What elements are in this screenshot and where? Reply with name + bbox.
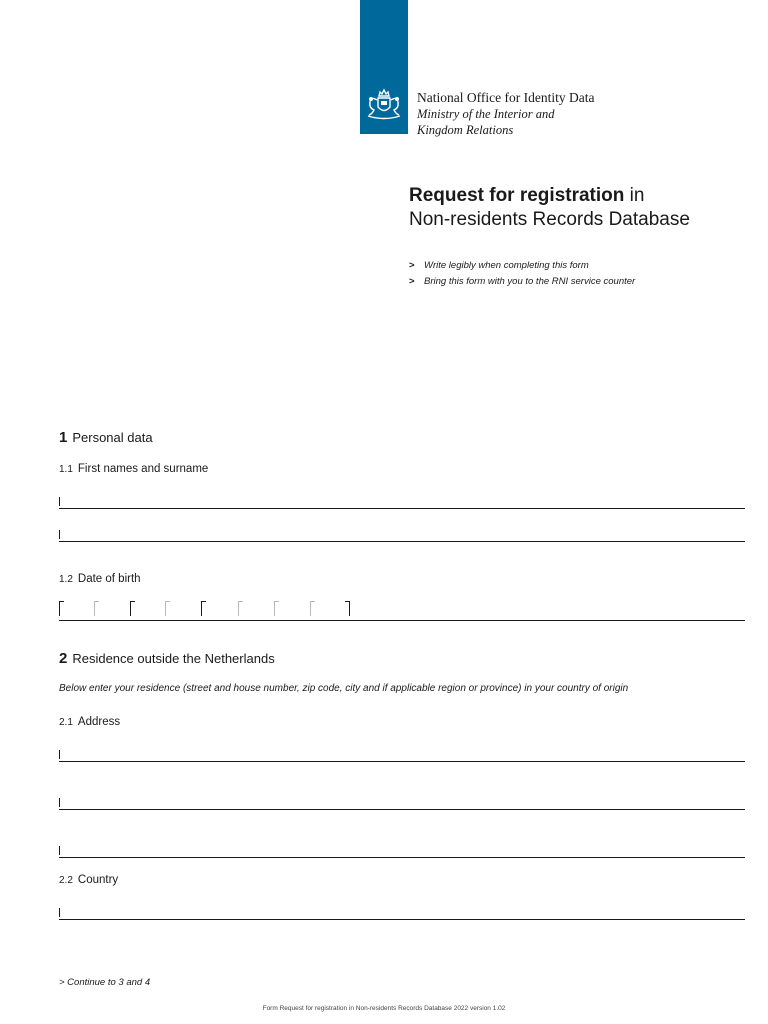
note-text: Bring this form with you to the RNI service counter xyxy=(424,276,636,287)
address-field-line-1[interactable] xyxy=(59,747,745,762)
name-field-line-1[interactable] xyxy=(59,494,745,509)
question-number: 2.1 xyxy=(59,717,73,728)
date-box-marker xyxy=(345,601,350,616)
address-field-line-2[interactable] xyxy=(59,795,745,810)
question-number: 1.2 xyxy=(59,574,73,585)
date-box-marker xyxy=(201,601,206,616)
question-1-1-label xyxy=(59,463,208,475)
date-box-marker xyxy=(94,601,99,616)
title-bold: Request for registration xyxy=(409,185,625,206)
note-text: Write legibly when completing this form xyxy=(424,260,589,271)
section-1-heading xyxy=(59,429,153,446)
date-box-marker xyxy=(130,601,135,616)
date-of-birth-field[interactable] xyxy=(59,598,745,621)
question-2-1-label xyxy=(59,716,120,728)
question-label: Date of birth xyxy=(77,573,141,585)
organization-block xyxy=(417,90,594,138)
organization-name: National Office for Identity Data xyxy=(417,90,595,105)
instruction-notes xyxy=(409,258,635,290)
address-field-line-3[interactable] xyxy=(59,843,745,858)
ministry-line-1: Ministry of the Interior and xyxy=(417,107,555,121)
section-2-heading xyxy=(59,650,275,667)
coat-of-arms-icon xyxy=(363,86,405,122)
question-label: First names and surname xyxy=(77,463,209,475)
note-item xyxy=(409,258,635,274)
section-title: Personal data xyxy=(72,430,153,445)
country-field[interactable] xyxy=(59,905,745,920)
question-number: 2.2 xyxy=(59,875,73,886)
question-label: Country xyxy=(77,874,119,886)
question-number: 1.1 xyxy=(59,464,73,475)
title-line-2: Non-residents Records Database xyxy=(409,209,690,230)
chevron-right-icon: > xyxy=(409,276,415,287)
date-box-marker xyxy=(238,601,243,616)
section-number: 2 xyxy=(59,650,68,667)
ministry-line-2: Kingdom Relations xyxy=(417,123,514,137)
date-box-marker xyxy=(310,601,315,616)
date-box-marker xyxy=(274,601,279,616)
date-box-marker xyxy=(59,601,64,616)
date-box-marker xyxy=(165,601,170,616)
name-field-line-2[interactable] xyxy=(59,527,745,542)
page-footer: Form Request for registration in Non-residents Records Database 2022 version 1.02 xyxy=(262,1005,506,1012)
question-1-2-label xyxy=(59,573,141,585)
note-item xyxy=(409,274,635,290)
title-rest: in xyxy=(624,185,645,206)
residence-instruction: Below enter your residence (street and house number, zip code, city and if applicable region or province) in your country of origin xyxy=(59,683,629,694)
question-label: Address xyxy=(77,716,121,728)
section-number: 1 xyxy=(59,429,68,446)
question-2-2-label xyxy=(59,874,118,886)
chevron-right-icon: > xyxy=(409,260,415,271)
form-title xyxy=(409,184,690,232)
section-title: Residence outside the Netherlands xyxy=(72,651,275,666)
continue-note: > Continue to 3 and 4 xyxy=(59,977,151,988)
logo-bar xyxy=(360,0,408,134)
